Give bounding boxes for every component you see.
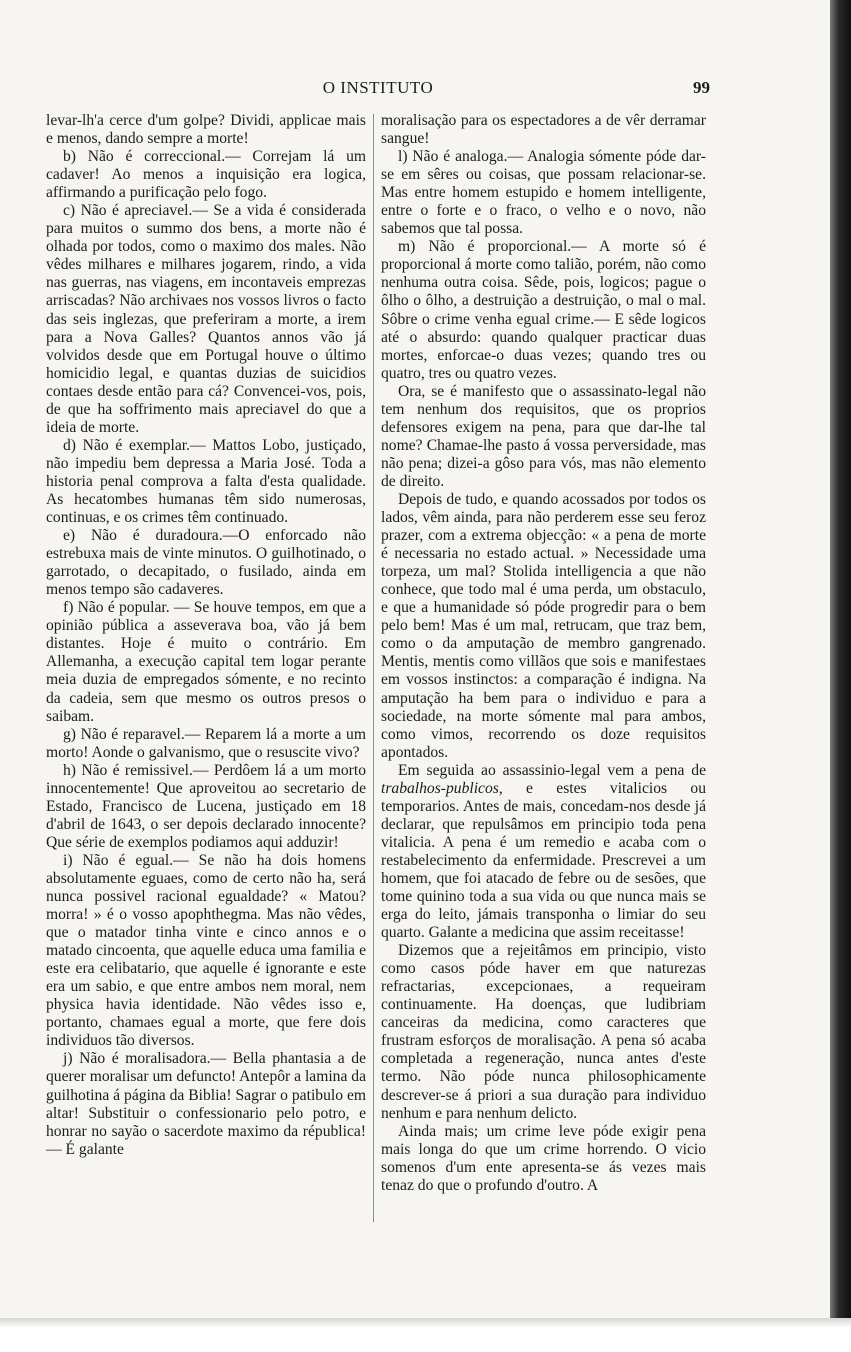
running-title: O INSTITUTO (322, 78, 434, 97)
paragraph: c) Não é apreciavel.— Se a vida é considerada para muitos o summo dos bens, a morte não é olhada por todos, como o maximo dos males. Não vêdes milhares e milhares jogarem, rindo, a vida nas guerras, nas viagens, em incontaveis emprezas arriscadas? Não archivaes nos vossos livros o facto das seis inglezas, que preferiram a morte, a irem para a Nova Galles? Quantos annos vão já volvidos desde que em Portugal houve o último homicidio legal, e quantas duzias de suicidios contaes desde então para cá? Convencei-vos, pois, de que ha soffrimento mais apreciavel do que a ideia de morte. (46, 202, 366, 436)
paragraph: e) Não é duradoura.—O enforcado não estrebuxa mais de vinte minutos. O guilhotinado, o garrotado, o decapitado, o fusilado, ainda em menos tempo são cadaveres. (46, 527, 366, 599)
paragraph: f) Não é popular. — Se houve tempos, em que a opinião pública a asseverava boa, vão já bem distantes. Hoje é muito o contrário. Em Allemanha, a execução capital tem logar perante meia duzia de empregados sómente, e no recinto da cadeia, sem que mesmo os outros presos o saibam. (46, 599, 366, 725)
page-number: 99 (693, 78, 710, 97)
paragraph: i) Não é egual.— Se não ha dois homens absolutamente eguaes, como de certo não ha, será nunca possivel racional egualdade? « Matou? morra! » é o vosso apophthegma. Mas não vêdes, que o matador tinha vinte e cinco annos e o matado cincoenta, que aquelle educa uma familia e este era celibatario, que aquelle é ignorante e este era um sabio, e que entre ambos nem moral, nem physica havia identidade. Não vêdes isso e, portanto, chamaes egual a morte, que fere dois individuos tão diversos. (46, 851, 366, 1050)
paragraph-text: , e estes vitalicios ou temporarios. Antes de mais, concedam-nos desde já declarar, que repulsâmos em principio toda pena vitalicia. A pena é um remedio e acaba com o restabelecimento da enfermidade. Prescrevei a um homem, que foi atacado de febre ou de sesões, que tome quinino toda a sua vida ou que nunca mais se erga do leito, jámais transponha o limiar do seu quarto. Galante a medicina que assim receitasse! (381, 779, 706, 942)
paragraph: Ainda mais; um crime leve póde exigir pena mais longa do que um crime horrendo. O vicio somenos d'um ente apresenta-se ás vezes mais tenaz do que o profundo d'outro. A (381, 1122, 706, 1194)
page-header (46, 78, 710, 104)
paragraph: levar-lh'a cerce d'um golpe? Dividi, applicae mais e menos, dando sempre a morte! (46, 112, 366, 148)
paragraph: m) Não é proporcional.— A morte só é proporcional á morte como talião, porém, não como nenhuma outra coisa. Sêde, pois, logicos; pague o ôlho o ôlho, a destruição a destruição, o mal o mal. Sôbre o crime venha egual crime.— E sêde logicos até o absurdo: quando qualquer practicar duas mortes, enforcae-o duas vezes; quando tres ou quatro, tres ou quatro vezes. (381, 238, 706, 382)
paragraph: moralisação para os espectadores a de vêr derramar sangue! (381, 112, 706, 148)
paragraph (381, 762, 706, 942)
right-column (381, 112, 706, 1232)
paragraph: b) Não é correccional.— Correjam lá um cadaver! Ao menos a inquisição era logica, affirmando a purificação pelo fogo. (46, 148, 366, 202)
paragraph: h) Não é remissivel.— Perdôem lá a um morto innocentemente! Que aproveitou ao secretario de Estado, Francisco de Lucena, justiçado em 18 d'abril de 1643, o ser depois declarado innocente? Que série de exemplos podiamos aqui adduzir! (46, 761, 366, 851)
book-spine (830, 0, 851, 1352)
paragraph: j) Não é moralisadora.— Bella phantasia a de querer moralisar um defuncto! Antepôr a lamina da guilhotina á página da Biblia! Sagrar o patibulo em altar! Substituir o confessionario pelo potro, e honrar no sayão o sacerdote maximo da républica! — É galante (46, 1050, 366, 1158)
paragraph-text: Em seguida ao assassinio-legal vem a pena de (398, 761, 706, 779)
left-column (46, 112, 366, 1232)
column-divider (373, 114, 374, 1222)
paragraph: d) Não é exemplar.— Mattos Lobo, justiçado, não impediu bem depressa a Maria José. Toda a historia penal comprova a falta d'esta qualidade. As hecatombes humanas têm sido numerosas, continuas, e os crimes têm continuado. (46, 436, 366, 527)
paragraph: l) Não é analoga.— Analogia sómente póde dar-se em sêres ou coisas, que possam relacionar-se. Mas entre homem estupido e homem intelligente, entre o forte e o fraco, o velho e o novo, não sabemos que tal possa. (381, 148, 706, 238)
paragraph: Dizemos que a rejeitâmos em principio, visto como casos póde haver em que naturezas refractarias, excepcionaes, a requeiram continuamente. Ha doenças, que ludibriam canceiras da medicina, como caracteres que frustram esforços de moralisação. A pena só acaba completada a regeneração, nunca antes d'este termo. Não póde nunca philosophicamente descrever-se á priori a sua duração para individuo nenhum e para nenhum delicto. (381, 942, 706, 1122)
paragraph: Depois de tudo, e quando acossados por todos os lados, vêm ainda, para não perderem esse seu feroz prazer, com a extrema objecção: « a pena de morte é necessaria no estado actual. » Necessidade uma torpeza, um mal? Stolida intelligencia a que não conhece, que todo mal é uma perda, um obstaculo, e que a humanidade só póde progredir para o bem pelo bem! Mas é um mal, retrucam, que traz bem, como o da amputação de membro gangrenado. Mentis, mentis como villãos que sois e manifestaes em vossos instinctos: a comparação é indigna. Na amputação ha bem para o individuo e para a sociedade, na morte sómente mal para ambos, como vimos, recorrendo os doze requisitos apontados. (381, 490, 706, 761)
italic-term: trabalhos-publicos (381, 779, 499, 797)
page-bottom-edge (0, 1318, 851, 1352)
paragraph: Ora, se é manifesto que o assassinato-legal não tem nenhum dos requisitos, que os proprios defensores exigem na pena, para que dar-lhe tal nome? Chamae-lhe pasto á vossa perversidade, mas não pena; dizei-a gôso para vós, mas não elemento de direito. (381, 382, 706, 490)
paragraph: g) Não é reparavel.— Reparem lá a morte a um morto! Aonde o galvanismo, que o resuscite vivo? (46, 725, 366, 761)
